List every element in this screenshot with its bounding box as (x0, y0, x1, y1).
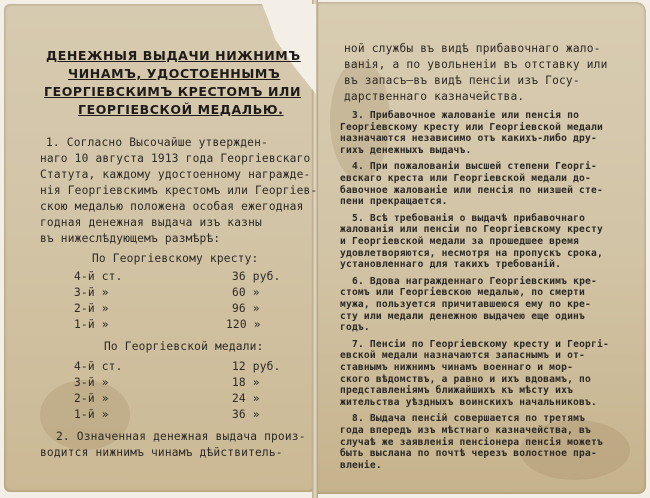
text-line: скою медалью положена особая ежегодная (40, 200, 304, 213)
text-line: гихъ денежныхъ выдачъ. (340, 144, 472, 156)
amount-value: 18 » (232, 376, 260, 389)
medal-heading: По Георгіевской медали: (104, 340, 264, 353)
text-line: Статута, каждому удостоенному награжде- (40, 168, 311, 181)
text-line: ставнымъ нижнимъ чинамъ военнаго и мор- (340, 362, 574, 373)
amount-value: 36 » (232, 408, 260, 421)
text-line: сту или медали денежною выдачею еще одинъ (340, 310, 586, 322)
text-line: быть выслана по почтѣ черезъ волостное пра- (340, 448, 597, 460)
text-line: ной службы въ видѣ прибавочнаго жало- (344, 42, 601, 55)
title-line: ГЕОРГІЕВСКИМЪ КРЕСТОМЪ ИЛИ (44, 84, 302, 99)
text-line: 2. Означенная денежная выдача произ- (56, 430, 306, 443)
text-line: водится нижнимъ чинамъ дѣйствитель- (40, 446, 283, 459)
amount-value: 12 руб. (232, 360, 281, 373)
text-line: стомъ или Георгіевскою медалью, по смерти (340, 287, 586, 299)
degree-label: 2-й » (74, 302, 109, 315)
text-line: 3. Прибавочное жалованіе или пенсія по (352, 110, 580, 121)
degree-label: 4-й ст. (74, 360, 123, 373)
text-line: годъ. (340, 322, 370, 334)
cross-heading: По Георгіевскому кресту: (92, 252, 259, 265)
text-line: въ нижеслѣдующемъ размѣрѣ: (40, 232, 221, 245)
text-line: дарственнаго казначейства. (344, 90, 525, 103)
amount-value: 96 » (232, 302, 260, 315)
text-line: случаѣ же заявленія пенсіонера пенсія можетъ (340, 436, 603, 448)
text-line: нія Георгіевскимъ крестомъ или Георгіев- (40, 184, 318, 197)
text-line: ского вѣдомствъ, а равно и ихъ вдовамъ, по (340, 373, 591, 385)
degree-label: 2-й » (74, 392, 109, 405)
title-line: ДЕНЕЖНЫЯ ВЫДАЧИ НИЖНИМЪ (46, 48, 301, 63)
text-line: годная денежная выдача изъ казны (40, 216, 262, 229)
degree-label: 3-й » (74, 286, 109, 299)
amount-value: 36 руб. (232, 270, 281, 283)
text-line: ванія, а по увольненіи въ отставку или (344, 58, 608, 71)
degree-label: 1-й » (74, 318, 109, 331)
amount-value: 60 » (232, 286, 260, 299)
text-line: удовлетворяются, несмотря на пропускъ срока, (340, 247, 603, 259)
text-line: 1. Согласно Высочайше утвержден- (46, 136, 268, 149)
degree-label: 3-й » (74, 376, 109, 389)
text-line: представленіямъ ближайшихъ къ мѣсту ихъ (340, 385, 574, 397)
text-line: мужа, пользуется причитавшеюся ему по кре- (340, 299, 591, 310)
degree-label: 4-й ст. (74, 270, 123, 283)
text-line: 8. Выдача пенсій совершается по третямъ (352, 413, 586, 425)
degree-label: 1-й » (74, 408, 109, 421)
text-line: и Георгіевской медали за прошедшее время (340, 236, 580, 247)
amount-value: 24 » (232, 392, 260, 405)
text-line: 6. Вдова награжденнаго Георгіевскимъ кре- (352, 275, 598, 287)
text-line: жалованія или пенсіи по Георгіевскому кресту (340, 224, 603, 236)
text-line: пени прекращается. (340, 196, 448, 208)
text-line: бавочное жалованіе или пенсія по низшей сте- (340, 184, 603, 196)
text-line: наго 10 августа 1913 года Георгіевскаго (40, 152, 311, 165)
text-line: вленіе. (340, 459, 382, 471)
amount-value: 120 » (226, 318, 261, 331)
title-line: ЧИНАМЪ, УДОСТОЕННЫМЪ (68, 66, 281, 81)
text-line: Георгіевскому кресту или Георгіевской медали (340, 121, 603, 133)
text-line: жительства уѣздныхъ воинскихъ начальниковъ. (340, 396, 597, 408)
text-line: установленнаго для такихъ требованій. (340, 259, 562, 271)
text-line: года впередъ изъ мѣстнаго казначейства, въ (340, 425, 591, 436)
text-line: назначаются независимо отъ какихъ-либо дру- (340, 133, 597, 145)
title-line: ГЕОРГІЕВСКОЙ МЕДАЛЬЮ. (78, 102, 284, 117)
text-line: 5. Всѣ требованія о выдачѣ прибавочнаго (352, 212, 586, 224)
text-line: 7. Пенсіи по Георгіевскому кресту и Георгі- (352, 338, 609, 350)
text-line: 4. При пожалованіи высшей степени Георгі- (352, 161, 598, 173)
text-line: въ запасъ—въ видѣ пенсіи изъ Госу- (344, 74, 580, 87)
text-line: евскаго креста или Георгіевской медали до- (340, 173, 591, 184)
text-line: евской медали назначаются запаснымъ и от- (340, 350, 586, 362)
